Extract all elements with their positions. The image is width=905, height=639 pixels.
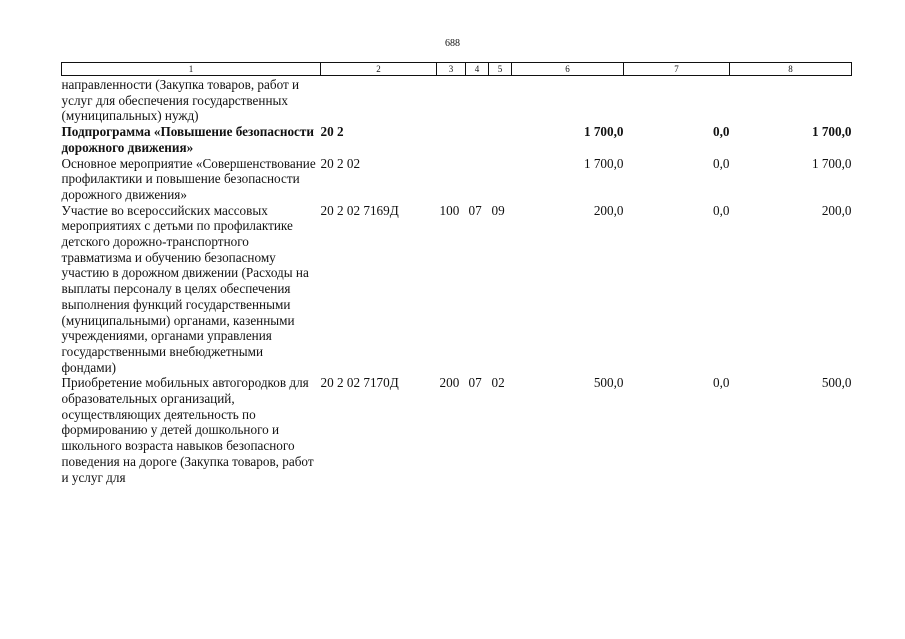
row-subsection	[489, 124, 512, 155]
page-number: 688	[445, 38, 460, 49]
row-value-2: 0,0	[713, 124, 730, 140]
column-number-8: 8	[730, 63, 852, 76]
column-number-6: 6	[512, 63, 624, 76]
row-expense-type: 100	[439, 202, 460, 218]
header-row	[62, 63, 852, 76]
row-name: направленности (Закупка товаров, работ и услуг для обеспечения государственных (муниципальных) нужд)	[61, 77, 300, 124]
row-subsection: 09	[491, 202, 505, 218]
row-value-2: 0,0	[713, 155, 730, 171]
row-name: Приобретение мобильных автогородков для образовательных организаций, осуществляющих деятельность по формированию у детей дошкольного и школьного возраста навыков безопасного поведения на дороге (Закупка товаров, работ и услуг для	[61, 375, 314, 485]
row-subsection: 02	[491, 375, 505, 391]
row-target-code: 20 2	[320, 124, 344, 140]
column-number-5: 5	[489, 63, 512, 76]
row-expense-type	[437, 76, 466, 125]
row-value-2: 0,0	[713, 375, 730, 391]
row-target-code: 20 2 02	[320, 155, 361, 171]
row-value-1: 500,0	[593, 375, 624, 391]
table-body	[62, 76, 852, 486]
table-row	[62, 203, 852, 376]
row-target-code: 20 2 02 7170Д	[320, 375, 399, 391]
column-number-3: 3	[437, 63, 466, 76]
column-number-2: 2	[321, 63, 437, 76]
column-number-4: 4	[466, 63, 489, 76]
row-name: Подпрограмма «Повышение безопасности дорожного движения»	[61, 124, 314, 155]
column-number-7: 7	[624, 63, 730, 76]
row-expense-type	[437, 124, 466, 155]
row-value-1	[512, 76, 624, 125]
table-header	[62, 63, 852, 76]
table-row	[62, 156, 852, 203]
row-value-2	[624, 76, 730, 125]
row-subsection	[489, 76, 512, 125]
row-target-code	[321, 76, 437, 125]
row-name: Основное мероприятие «Совершенствование профилактики и повышение безопасности дорожного движения»	[61, 155, 316, 202]
row-value-1: 1 700,0	[583, 124, 624, 140]
row-value-3: 1 700,0	[811, 155, 852, 171]
row-section	[466, 76, 489, 125]
column-number-1: 1	[62, 63, 321, 76]
row-value-1: 200,0	[593, 202, 624, 218]
budget-table	[61, 62, 852, 485]
row-name: Участие во всероссийских массовых мероприятиях с детьми по профилактике детского дорожно-транспортного травматизма и обучению безопасному участию в дорожном движении (Расходы на выплаты персоналу в целях обеспечения выполнения функций государственными (муниципальными) органами, казенными учреждениями, органами управления государственными внебюджетными фондами)	[61, 202, 309, 375]
table-row	[62, 124, 852, 155]
row-value-3: 500,0	[821, 375, 852, 391]
row-value-1: 1 700,0	[583, 155, 624, 171]
row-section	[466, 124, 489, 155]
row-expense-type: 200	[439, 375, 460, 391]
row-value-3: 200,0	[821, 202, 852, 218]
row-section: 07	[468, 202, 482, 218]
row-value-2: 0,0	[713, 202, 730, 218]
table-row	[62, 76, 852, 125]
row-target-code: 20 2 02 7169Д	[320, 202, 399, 218]
table-row	[62, 375, 852, 485]
row-value-3: 1 700,0	[811, 124, 852, 140]
row-value-3	[730, 76, 852, 125]
row-subsection	[489, 156, 512, 203]
row-expense-type	[437, 156, 466, 203]
row-section: 07	[468, 375, 482, 391]
row-section	[466, 156, 489, 203]
